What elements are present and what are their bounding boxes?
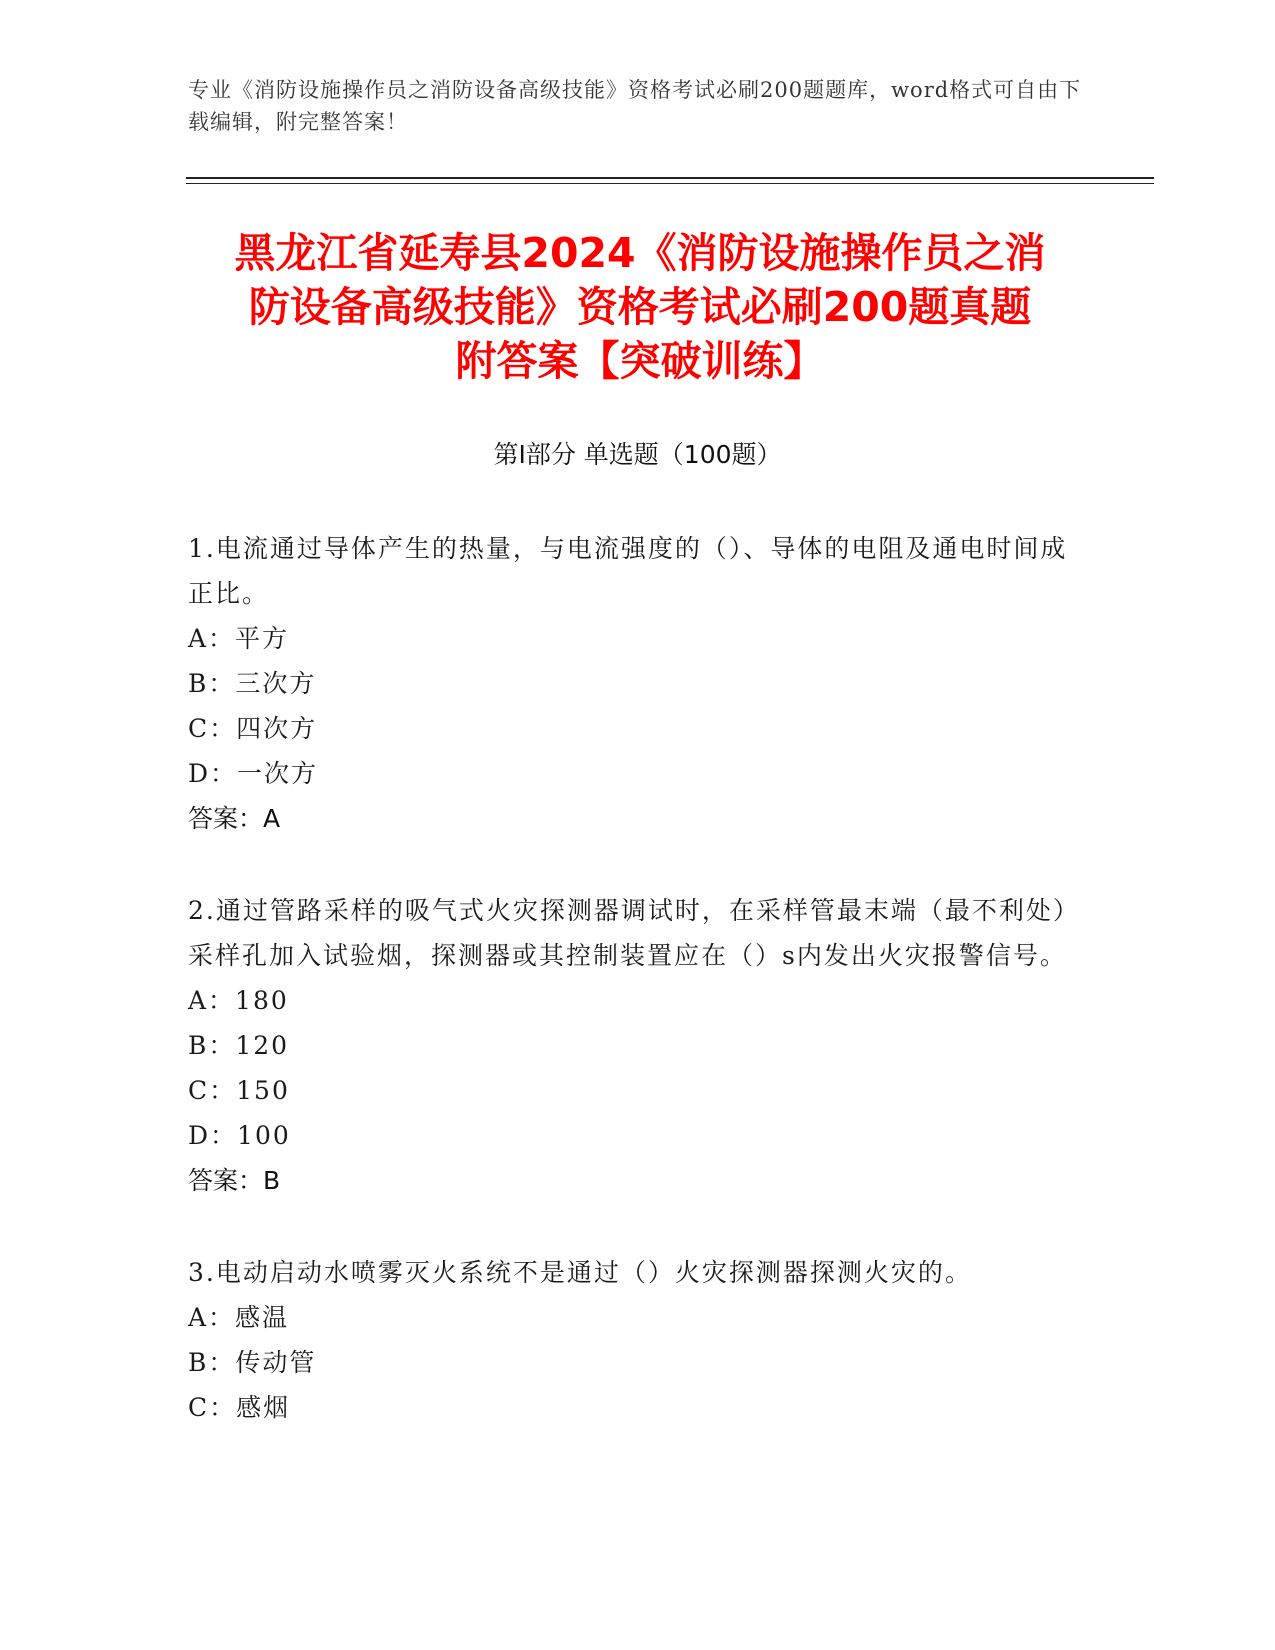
option-d: D：100 <box>188 1121 291 1150</box>
section-heading: 第Ⅰ部分 单选题（100题） <box>493 440 782 469</box>
option-b: B：三次方 <box>188 669 317 698</box>
question-item <box>188 526 1088 841</box>
option-a: A：平方 <box>188 624 290 653</box>
question-stem: 3.电动启动水喷雾灭火系统不是通过（）火灾探测器探测火灾的。 <box>188 1258 972 1287</box>
header-divider-thin <box>186 183 1154 184</box>
option-c: C：150 <box>188 1076 290 1105</box>
option-b: B：120 <box>188 1031 290 1060</box>
option-d: D：一次方 <box>188 759 319 788</box>
question-answer: 答案：B <box>188 1166 281 1195</box>
option-a: A：感温 <box>188 1303 290 1332</box>
header-divider-thick <box>186 177 1154 179</box>
question-item <box>188 888 1088 1203</box>
header-note: 专业《消防设施操作员之消防设备高级技能》资格考试必刷200题题库，word格式可自由下载编辑，附完整答案！ <box>188 78 1082 134</box>
option-a: A：180 <box>188 986 289 1015</box>
document-title <box>180 226 1100 388</box>
option-c: C：四次方 <box>188 714 318 743</box>
document-title-line-1: 黑龙江省延寿县2024《消防设施操作员之消 <box>234 229 1046 277</box>
question-list <box>188 526 1088 1477</box>
document-title-line-3: 附答案【突破训练】 <box>455 337 825 385</box>
question-item <box>188 1250 1088 1430</box>
document-title-line-2: 防设备高级技能》资格考试必刷200题真题 <box>248 283 1032 331</box>
question-answer: 答案：A <box>188 804 281 833</box>
question-stem: 1.电流通过导体产生的热量，与电流强度的（）、导体的电阻及通电时间成正比。 <box>188 534 1068 608</box>
option-b: B：传动管 <box>188 1348 317 1377</box>
question-stem: 2.通过管路采样的吸气式火灾探测器调试时，在采样管最末端（最不利处）采样孔加入试验烟，探测器或其控制装置应在（）s内发出火灾报警信号。 <box>188 896 1080 970</box>
option-c: C：感烟 <box>188 1393 291 1422</box>
